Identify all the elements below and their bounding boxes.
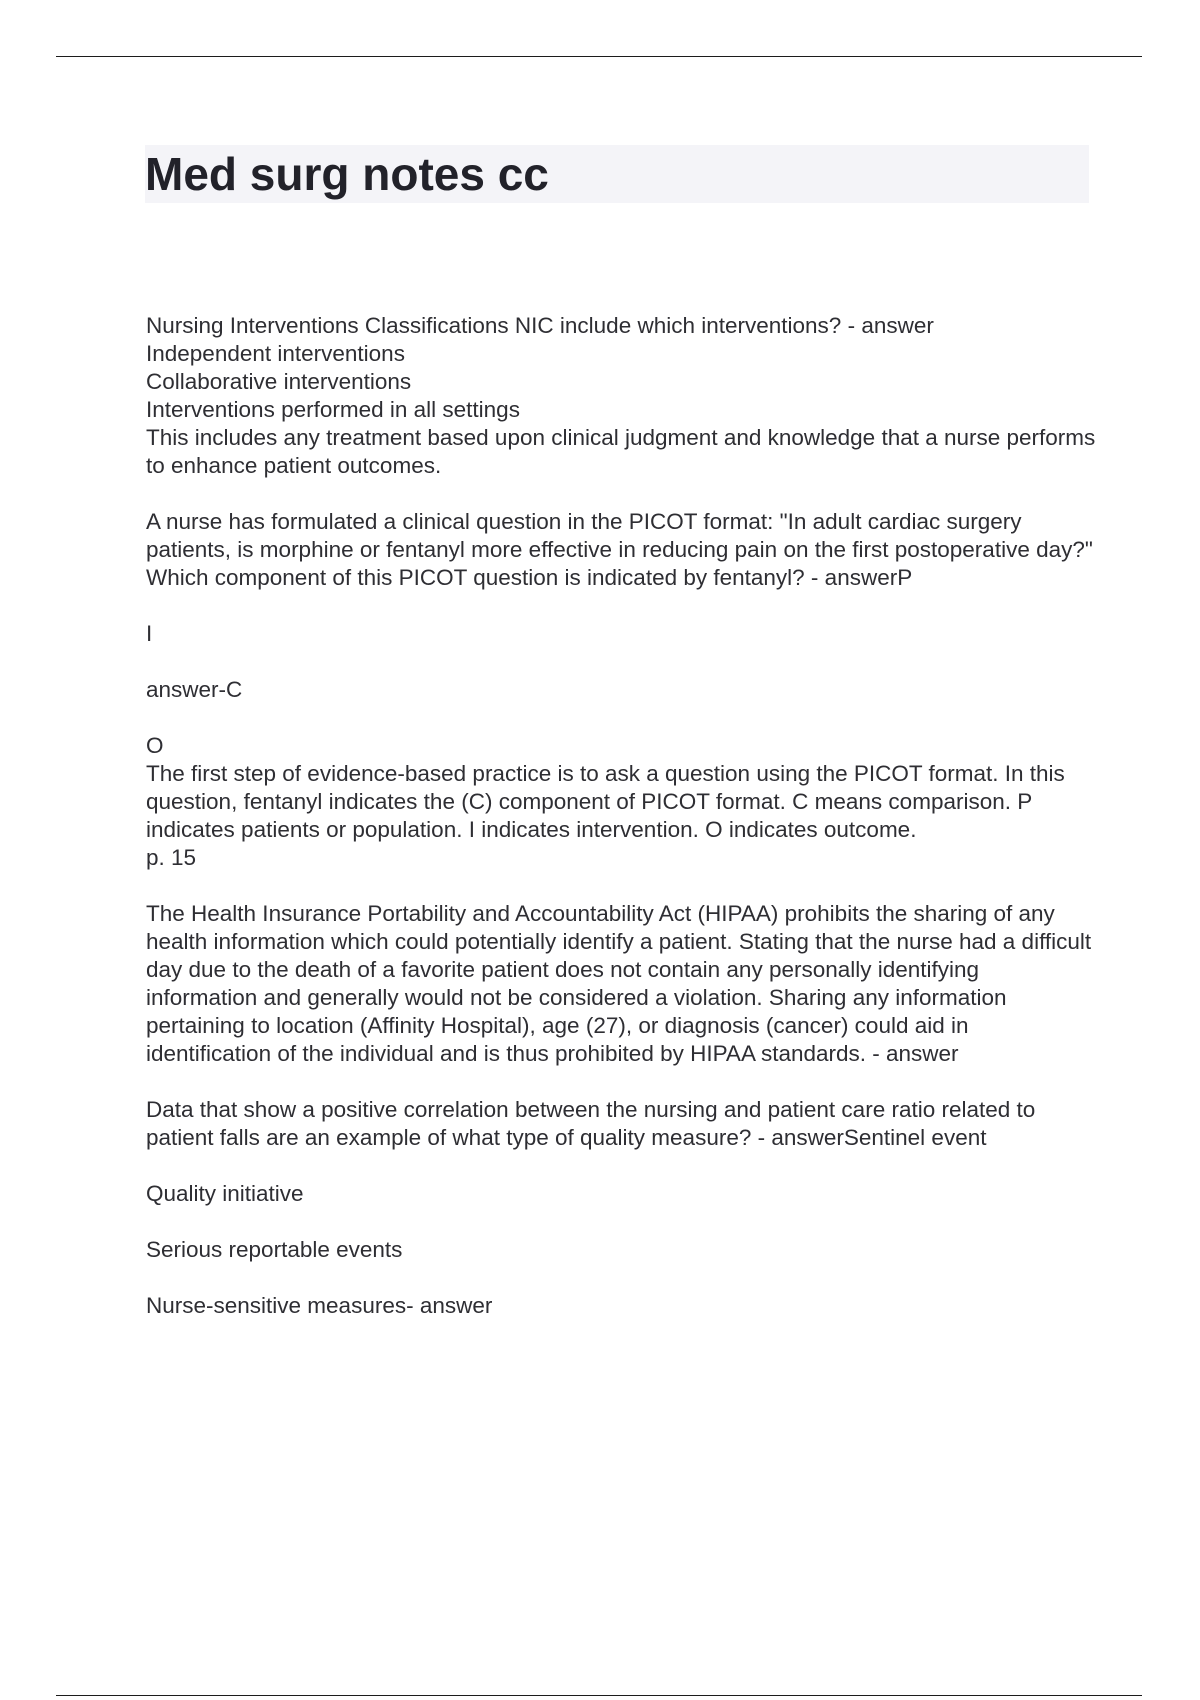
document-body	[146, 312, 1096, 1348]
paragraph-option-i: I	[146, 621, 153, 646]
paragraph-picot-question: A nurse has formulated a clinical question in the PICOT format: "In adult cardiac surgery patients, is morphine or fentanyl more effective in reducing pain on the first postoperative day?" Which component of this PICOT question is indicated by fentanyl? - answerP	[146, 509, 1093, 590]
page-title: Med surg notes cc	[145, 148, 549, 200]
paragraph-picot-rationale: O The first step of evidence-based practice is to ask a question using the PICOT format. In this question, fentanyl indicates the (C) component of PICOT format. C means comparison. P indicates patients or population. I indicates intervention. O indicates outcome. p. 15	[146, 733, 1065, 870]
paragraph-nurse-sensitive: Nurse-sensitive measures- answer	[146, 1293, 493, 1318]
paragraph-quality-measure: Data that show a positive correlation between the nursing and patient care ratio related to patient falls are an example of what type of quality measure? - answerSentinel event	[146, 1097, 1036, 1150]
paragraph-serious-events: Serious reportable events	[146, 1237, 403, 1262]
paragraph-hipaa: The Health Insurance Portability and Accountability Act (HIPAA) prohibits the sharing of any health information which could potentially identify a patient. Stating that the nurse had a difficult day due to the death of a favorite patient does not contain any personally identifying information and generally would not be considered a violation. Sharing any information pertaining to location (Affinity Hospital), age (27), or diagnosis (cancer) could aid in identification of the individual and is thus prohibited by HIPAA standards. - answer	[146, 901, 1092, 1066]
paragraph-quality-initiative: Quality initiative	[146, 1181, 304, 1206]
bottom-rule	[56, 1695, 1142, 1696]
top-rule	[56, 56, 1142, 57]
paragraph-option-c: answer-C	[146, 677, 243, 702]
paragraph-nic: Nursing Interventions Classifications NIC include which interventions? - answer Independent interventions Collaborative interventions Interventions performed in all settings This includes any treatment based upon clinical judgment and knowledge that a nurse performs to enhance patient outcomes.	[146, 313, 1096, 478]
